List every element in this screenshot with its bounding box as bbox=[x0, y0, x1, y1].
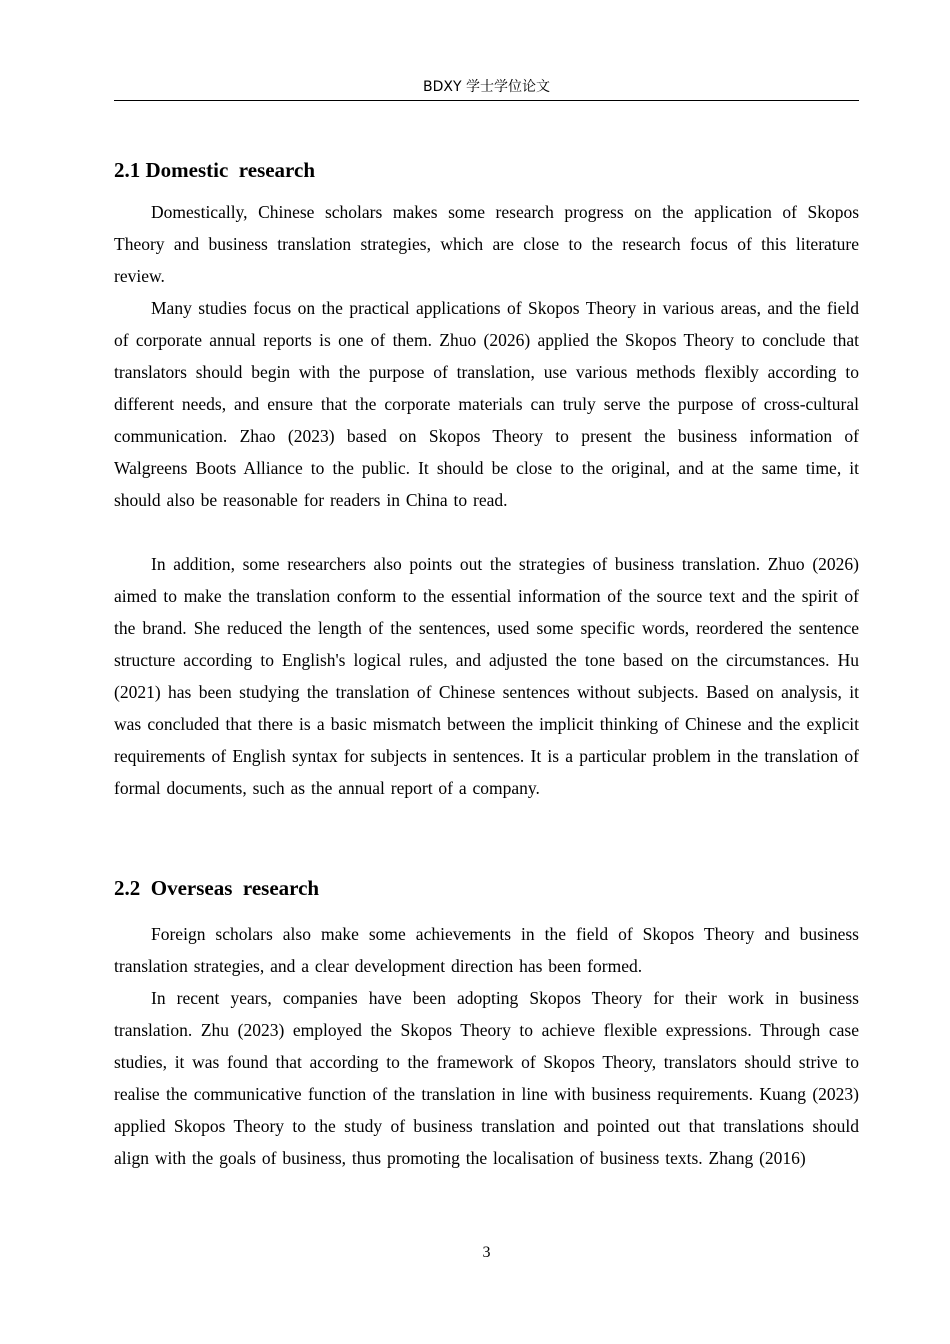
paragraph: Domestically, Chinese scholars makes some research progress on the application of Skopos Theory and business translation strategies, which are close to the research focus of this literature review. bbox=[114, 202, 859, 286]
page-header: BDXY 学士学位论文 bbox=[423, 79, 550, 95]
paragraph: Many studies focus on the practical applications of Skopos Theory in various areas, and the field of corporate annual reports is one of them. Zhuo (2026) applied the Skopos Theory to conclude that translators should begin with the purpose of translation, use various methods flexibly according to different needs, and ensure that the corporate materials can truly serve the purpose of cross-cultural communication. Zhao (2023) based on Skopos Theory to present the business information of Walgreens Boots Alliance to the public. It should be close to the original, and at the same time, it should also be reasonable for readers in China to read. bbox=[114, 298, 859, 510]
paragraph: In recent years, companies have been adopting Skopos Theory for their work in business translation. Zhu (2023) employed the Skopos Theory to achieve flexible expressions. Through case studies, it was found that according to the framework of Skopos Theory, translators should strive to realise the communicative function of the translation in line with business requirements. Kuang (2023) applied Skopos Theory to the study of business translation and pointed out that translations should align with the goals of business, thus promoting the localisation of business texts. Zhang (2016) bbox=[114, 988, 859, 1168]
page-number: 3 bbox=[482, 1244, 491, 1261]
header-divider bbox=[114, 100, 859, 101]
section-heading-overseas: 2.2 Overseas research bbox=[114, 876, 320, 900]
paragraph: In addition, some researchers also points out the strategies of business translation. Zhuo (2026) aimed to make the translation conform to the essential information of the source text and the spirit of the brand. She reduced the length of the sentences, used some specific words, reordered the sentence structure according to English's logical rules, and adjusted the tone based on the circumstances. Hu (2021) has been studying the translation of Chinese sentences without subjects. Based on analysis, it was concluded that there is a basic mismatch between the implicit thinking of Chinese and the explicit requirements of English syntax for subjects in sentences. It is a particular problem in the translation of formal documents, such as the annual report of a company. bbox=[114, 554, 859, 798]
section-heading-domestic: 2.1 Domestic research bbox=[114, 158, 315, 182]
paragraph: Foreign scholars also make some achievements in the field of Skopos Theory and business translation strategies, and a clear development direction has been formed. bbox=[114, 924, 859, 976]
